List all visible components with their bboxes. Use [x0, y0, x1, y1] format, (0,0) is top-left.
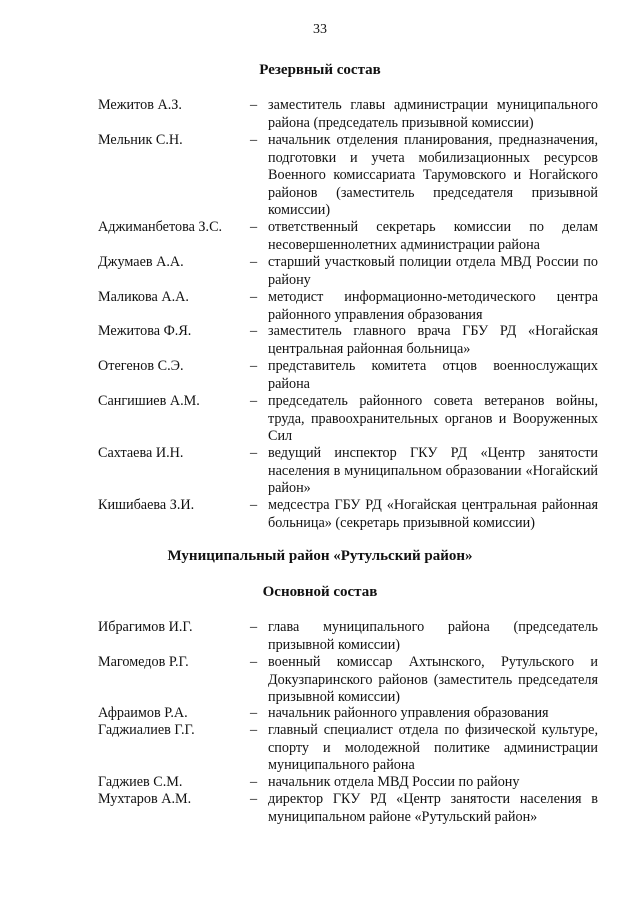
member-name: Сахтаева И.Н.: [98, 445, 184, 461]
member-role: медсестра ГБУ РД «Ногайская центральная районная больница» (секретарь призывной комиссии): [268, 497, 598, 531]
dash: –: [250, 132, 258, 148]
member-name: Сангишиев А.М.: [98, 393, 200, 409]
page-number: 33: [313, 22, 327, 37]
member-role: начальник отдела МВД России по району: [268, 774, 520, 790]
member-role: ответственный секретарь комиссии по делам несовершеннолетних администрации района: [268, 219, 598, 253]
dash: –: [250, 323, 258, 339]
dash: –: [250, 774, 258, 790]
member-name: Межитов А.З.: [98, 97, 182, 113]
dash: –: [250, 654, 258, 670]
member-name: Маликова А.А.: [98, 289, 189, 305]
member-role: главный специалист отдела по физической культуре, спорту и молодежной политике администрации муниципального района: [268, 722, 598, 774]
member-role: военный комиссар Ахтынского, Рутульского и Докузпаринского районов (заместитель председателя призывной комиссии): [268, 654, 598, 706]
member-role: старший участковый полиции отдела МВД России по району: [268, 254, 598, 288]
member-role: заместитель главы администрации муниципального района (председатель призывной комиссии): [268, 97, 598, 131]
member-name: Кишибаева З.И.: [98, 497, 195, 513]
dash: –: [250, 705, 258, 721]
member-role: ведущий инспектор ГКУ РД «Центр занятости населения в муниципальном образовании «Ногайский район»: [268, 445, 598, 497]
member-name: Гаджиалиев Г.Г.: [98, 722, 195, 738]
dash: –: [250, 619, 258, 635]
member-role: представитель комитета отцов военнослужащих района: [268, 358, 598, 392]
member-name: Мельник С.Н.: [98, 132, 183, 148]
member-role: методист информационно-методического центра районного управления образования: [268, 289, 598, 323]
member-name: Аджиманбетова З.С.: [98, 219, 223, 235]
member-name: Магомедов Р.Г.: [98, 654, 189, 670]
dash: –: [250, 254, 258, 270]
member-name: Гаджиев С.М.: [98, 774, 183, 790]
reserve-heading: Резервный состав: [259, 62, 381, 78]
dash: –: [250, 722, 258, 738]
member-role: заместитель главного врача ГБУ РД «Ногайская центральная районная больница»: [268, 323, 598, 357]
member-name: Ибрагимов И.Г.: [98, 619, 193, 635]
member-name: Афраимов Р.А.: [98, 705, 188, 721]
member-role: председатель районного совета ветеранов войны, труда, правоохранительных органов и Вооруженных Сил: [268, 393, 598, 445]
dash: –: [250, 445, 258, 461]
member-role: глава муниципального района (председатель призывной комиссии): [268, 619, 598, 653]
dash: –: [250, 358, 258, 374]
member-name: Межитова Ф.Я.: [98, 323, 192, 339]
main-heading: Основной состав: [262, 584, 378, 600]
district-heading: Муниципальный район «Рутульский район»: [167, 548, 473, 564]
dash: –: [250, 97, 258, 113]
dash: –: [250, 791, 258, 807]
member-name: Джумаев А.А.: [98, 254, 184, 270]
member-name: Отегенов С.Э.: [98, 358, 184, 374]
member-role: начальник районного управления образования: [268, 705, 549, 721]
member-name: Мухтаров А.М.: [98, 791, 192, 807]
dash: –: [250, 497, 258, 513]
member-role: директор ГКУ РД «Центр занятости населения в муниципальном районе «Рутульский район»: [268, 791, 598, 825]
member-role: начальник отделения планирования, предназначения, подготовки и учета мобилизационных ресурсов Военного комиссариата Тарумовского и Ногайского районов (заместитель председателя призывной комиссии): [268, 132, 598, 219]
dash: –: [250, 289, 258, 305]
dash: –: [250, 219, 258, 235]
dash: –: [250, 393, 258, 409]
